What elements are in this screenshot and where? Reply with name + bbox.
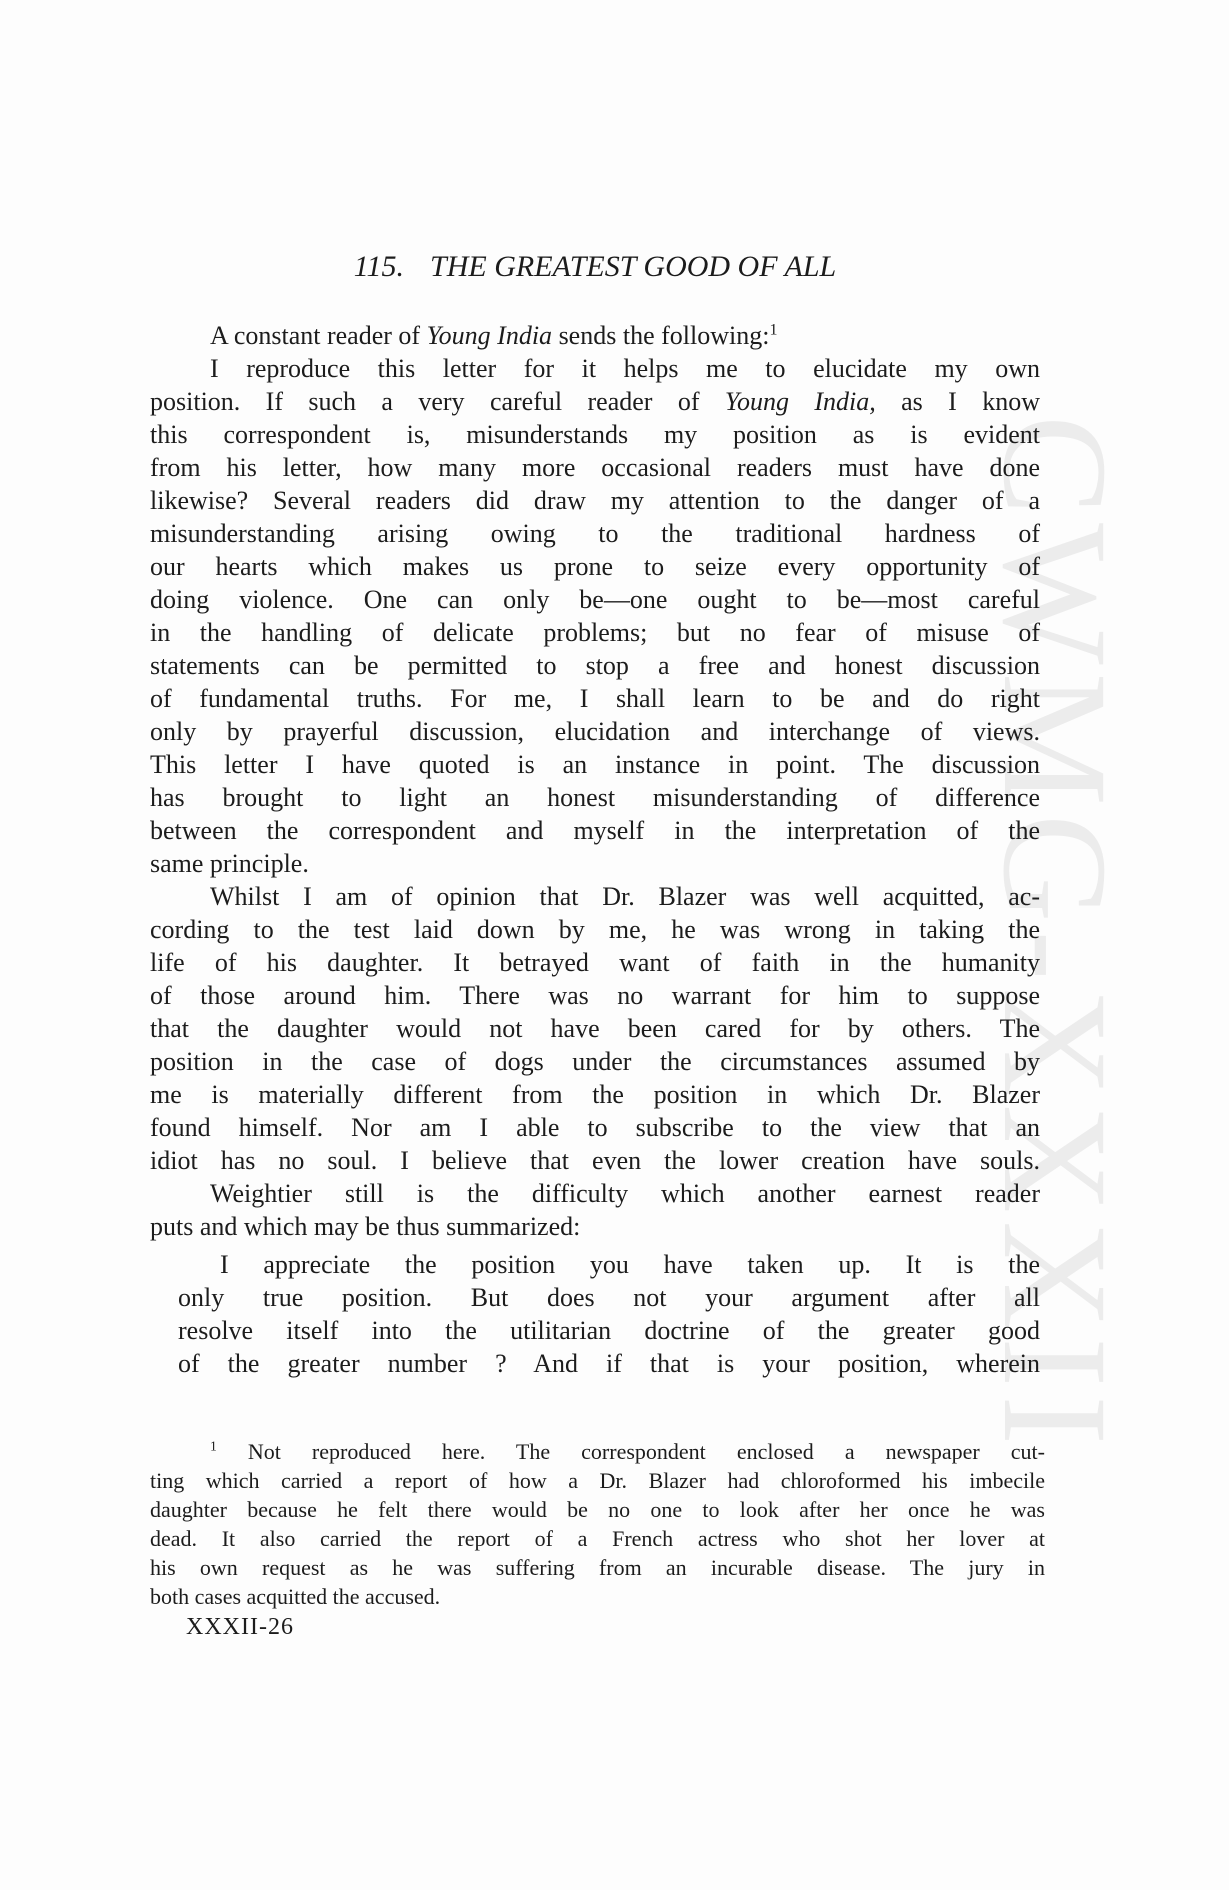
text-line: doing violence. One can only be—one ought to be—most careful xyxy=(150,585,1040,614)
footnote xyxy=(150,1437,1045,1611)
text-line: in the handling of delicate problems; but no fear of misuse of xyxy=(150,618,1040,647)
paragraph xyxy=(150,352,1040,880)
text-line: I appreciate the position you have taken up. It is the xyxy=(220,1250,1040,1279)
text-line: position. If such a very careful reader of Young India, as I know xyxy=(150,387,1040,416)
text-line: only by prayerful discussion, elucidation and interchange of views. xyxy=(150,717,1040,746)
text-line: only true position. But does not your argument after all xyxy=(178,1283,1040,1312)
text-line: likewise? Several readers did draw my attention to the danger of a xyxy=(150,486,1040,515)
text-line: this correspondent is, misunderstands my position as is evident xyxy=(150,420,1040,449)
text-line: dead. It also carried the report of a French actress who shot her lover at xyxy=(150,1526,1045,1551)
chapter-number: 115. xyxy=(353,250,405,283)
text-line: statements can be permitted to stop a free and honest discussion xyxy=(150,651,1040,680)
volume-page-signature: XXXII-26 xyxy=(186,1614,294,1640)
watermark: CWMG-XXXII xyxy=(972,415,1138,1454)
text-line: from his letter, how many more occasional readers must have done xyxy=(150,453,1040,482)
text-line: his own request as he was suffering from an incurable disease. The jury in xyxy=(150,1555,1045,1580)
text-line: same principle. xyxy=(150,849,309,878)
text-line: has brought to light an honest misunderstanding of difference xyxy=(150,783,1040,812)
text-line: I reproduce this letter for it helps me to elucidate my own xyxy=(210,354,1040,383)
text-line: life of his daughter. It betrayed want of faith in the humanity xyxy=(150,948,1040,977)
text-line: position in the case of dogs under the circumstances assumed by xyxy=(150,1047,1040,1076)
text-line: between the correspondent and myself in the interpretation of the xyxy=(150,816,1040,845)
text-line: of those around him. There was no warrant for him to suppose xyxy=(150,981,1040,1010)
text-line: This letter I have quoted is an instance in point. The discussion xyxy=(150,750,1040,779)
text-line: $^1$ Not reproduced here. The correspondent enclosed a newspaper cut- xyxy=(210,1438,1045,1464)
text-line: A constant reader of Young India sends the following:$^1$ xyxy=(210,321,778,350)
paragraph xyxy=(150,880,1040,1177)
footnote-reference: 1 xyxy=(210,1438,217,1454)
text-line: resolve itself into the utilitarian doctrine of the greater good xyxy=(178,1316,1040,1345)
text-line: misunderstanding arising owing to the traditional hardness of xyxy=(150,519,1040,548)
text-line: both cases acquitted the accused. xyxy=(150,1584,441,1609)
body-text xyxy=(150,319,1040,1380)
paragraph xyxy=(150,1177,1040,1243)
text-line: cording to the test laid down by me, he was wrong in taking the xyxy=(150,915,1040,944)
footnote-reference: 1 xyxy=(769,321,778,339)
text-line: found himself. Nor am I able to subscribe to the view that an xyxy=(150,1113,1040,1142)
text-line: idiot has no soul. I believe that even the lower creation have souls. xyxy=(150,1146,1040,1175)
text-line: Whilst I am of opinion that Dr. Blazer was well acquitted, ac- xyxy=(210,882,1040,911)
text-line: of the greater number ? And if that is your position, wherein xyxy=(178,1349,1040,1378)
chapter-title xyxy=(150,250,1040,284)
paragraph xyxy=(150,1437,1045,1611)
text-line: Weightier still is the difficulty which another earnest reader xyxy=(210,1179,1040,1208)
text-line: of fundamental truths. For me, I shall learn to be and do right xyxy=(150,684,1040,713)
paragraph xyxy=(150,319,1040,352)
text-line: daughter because he felt there would be no one to look after her once he was xyxy=(150,1497,1045,1522)
chapter-title-text: THE GREATEST GOOD OF ALL xyxy=(430,250,837,283)
text-line: me is materially different from the position in which Dr. Blazer xyxy=(150,1080,1040,1109)
text-line: that the daughter would not have been cared for by others. The xyxy=(150,1014,1040,1043)
text-line: puts and which may be thus summarized: xyxy=(150,1212,581,1241)
italic-text: Young India xyxy=(426,321,553,350)
text-line: our hearts which makes us prone to seize every opportunity of xyxy=(150,552,1040,581)
italic-text: Young India, xyxy=(724,387,876,416)
block-quote xyxy=(178,1248,1040,1380)
text-line: ting which carried a report of how a Dr. Blazer had chloroformed his imbecile xyxy=(150,1468,1045,1493)
